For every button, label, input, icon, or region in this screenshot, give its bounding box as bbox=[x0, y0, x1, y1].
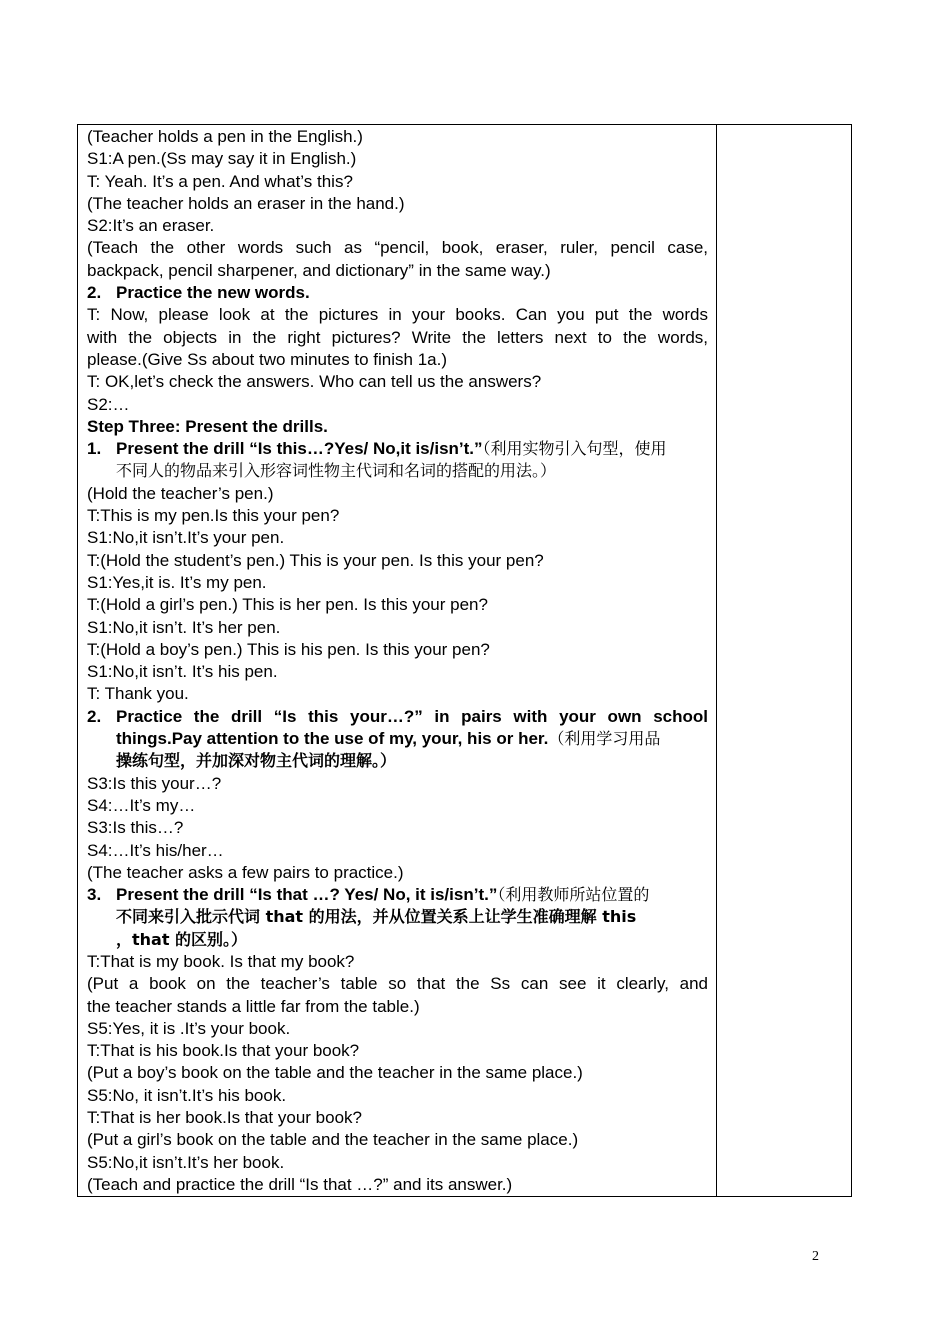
text-line: (Put a girl’s book on the table and the teacher in the same place.) bbox=[87, 1130, 579, 1150]
list-number: 2. bbox=[87, 706, 102, 726]
text-line: T:This is my pen.Is this your pen? bbox=[87, 506, 340, 526]
chinese-note-line bbox=[87, 929, 708, 951]
numbered-heading bbox=[87, 884, 708, 906]
list-number: 1. bbox=[87, 439, 102, 459]
notes-cell bbox=[717, 125, 851, 1196]
text-line: T: Thank you. bbox=[87, 684, 189, 704]
list-number: 3. bbox=[87, 885, 102, 905]
text-line: (Teach the other words such as “pencil, book, eraser, ruler, pencil case, bbox=[87, 238, 708, 258]
text-line: S3:Is this your…? bbox=[87, 773, 222, 793]
text-line: T:That is my book. Is that my book? bbox=[87, 951, 355, 971]
page-number: 2 bbox=[812, 1249, 819, 1264]
text-line: T:(Hold the student’s pen.) This is your pen. Is this your pen? bbox=[87, 550, 544, 570]
text-line: T:That is his book.Is that your book? bbox=[87, 1041, 360, 1061]
heading-text: Present the drill “Is this…?Yes/ No,it is/isn’t.” bbox=[116, 439, 483, 459]
text-line: S5:Yes, it is .It’s your book. bbox=[87, 1018, 291, 1038]
chinese-note-line bbox=[87, 750, 708, 772]
lesson-plan-table bbox=[77, 124, 852, 1197]
text-line: (Hold the teacher’s pen.) bbox=[87, 483, 274, 503]
chinese-note: （利用学习用品 bbox=[548, 729, 661, 749]
text-line: S4:…It’s my… bbox=[87, 795, 196, 815]
text-line: T: Yeah. It’s a pen. And what’s this? bbox=[87, 171, 353, 191]
text-line: T: Now, please look at the pictures in your books. Can you put the words bbox=[87, 305, 708, 325]
text-line: (Put a book on the teacher’s table so that the Ss can see it clearly, and bbox=[87, 974, 708, 994]
text-line: the teacher stands a little far from the table.) bbox=[87, 996, 420, 1016]
heading-continuation bbox=[87, 728, 708, 750]
text-line: backpack, pencil sharpener, and dictionary” in the same way.) bbox=[87, 260, 551, 280]
text-line: S5:No,it isn’t.It’s her book. bbox=[87, 1152, 285, 1172]
text-line: (The teacher holds an eraser in the hand.) bbox=[87, 193, 405, 213]
chinese-note: （利用实物引入句型，使用 bbox=[482, 439, 667, 459]
heading-text: Practice the new words. bbox=[116, 283, 310, 303]
heading-text: things.Pay attention to the use of my, your, his or her. bbox=[116, 729, 549, 749]
text-line: (The teacher asks a few pairs to practice.) bbox=[87, 862, 404, 882]
text-line: with the objects in the right pictures? Write the letters next to the words, bbox=[87, 327, 708, 347]
numbered-heading bbox=[87, 438, 708, 460]
chinese-note: ，that 的区别。） bbox=[116, 929, 248, 949]
procedure-cell bbox=[78, 125, 717, 1196]
chinese-note: 操练句型，并加深对物主代词的理解。） bbox=[116, 751, 397, 771]
step-heading: Step Three: Present the drills. bbox=[87, 416, 328, 436]
text-line: S5:No, it isn’t.It’s his book. bbox=[87, 1085, 287, 1105]
text-line: T: OK,let’s check the answers. Who can tell us the answers? bbox=[87, 372, 542, 392]
heading-text: Present the drill “Is that …? Yes/ No, it is/isn’t.” bbox=[116, 885, 498, 905]
chinese-note-line bbox=[87, 906, 708, 928]
text-line: S4:…It’s his/her… bbox=[87, 840, 224, 860]
chinese-note-line bbox=[87, 460, 708, 482]
text-line: S1:A pen.(Ss may say it in English.) bbox=[87, 149, 357, 169]
text-line: S2:… bbox=[87, 394, 130, 414]
text-line: S1:No,it isn’t. It’s her pen. bbox=[87, 617, 281, 637]
chinese-note: （利用教师所站位置的 bbox=[497, 885, 650, 905]
chinese-note: 不同来引入批示代词 that 的用法，并从位置关系上让学生准确理解 this bbox=[116, 907, 637, 927]
text-line: please.(Give Ss about two minutes to finish 1a.) bbox=[87, 349, 448, 369]
list-number: 2. bbox=[87, 283, 102, 303]
text-line: S3:Is this…? bbox=[87, 818, 184, 838]
text-line: (Teacher holds a pen in the English.) bbox=[87, 127, 363, 146]
heading-text: Practice the drill “Is this your…?” in pairs with your own school bbox=[116, 706, 708, 726]
text-line: T:(Hold a boy’s pen.) This is his pen. Is this your pen? bbox=[87, 639, 490, 659]
chinese-note: 不同人的物品来引入形容词性物主代词和名词的搭配的用法。） bbox=[116, 461, 557, 481]
text-line: T:That is her book.Is that your book? bbox=[87, 1108, 362, 1128]
text-line: S1:No,it isn’t. It’s his pen. bbox=[87, 662, 278, 682]
numbered-heading bbox=[87, 282, 708, 304]
text-line: (Put a boy’s book on the table and the teacher in the same place.) bbox=[87, 1063, 583, 1083]
numbered-heading bbox=[87, 706, 708, 728]
text-line: S2:It’s an eraser. bbox=[87, 216, 215, 236]
text-line: (Teach and practice the drill “Is that …?” and its answer.) bbox=[87, 1174, 513, 1194]
text-line: T:(Hold a girl’s pen.) This is her pen. Is this your pen? bbox=[87, 595, 488, 615]
text-line: S1:Yes,it is. It’s my pen. bbox=[87, 572, 267, 592]
text-line: S1:No,it isn’t.It’s your pen. bbox=[87, 528, 285, 548]
